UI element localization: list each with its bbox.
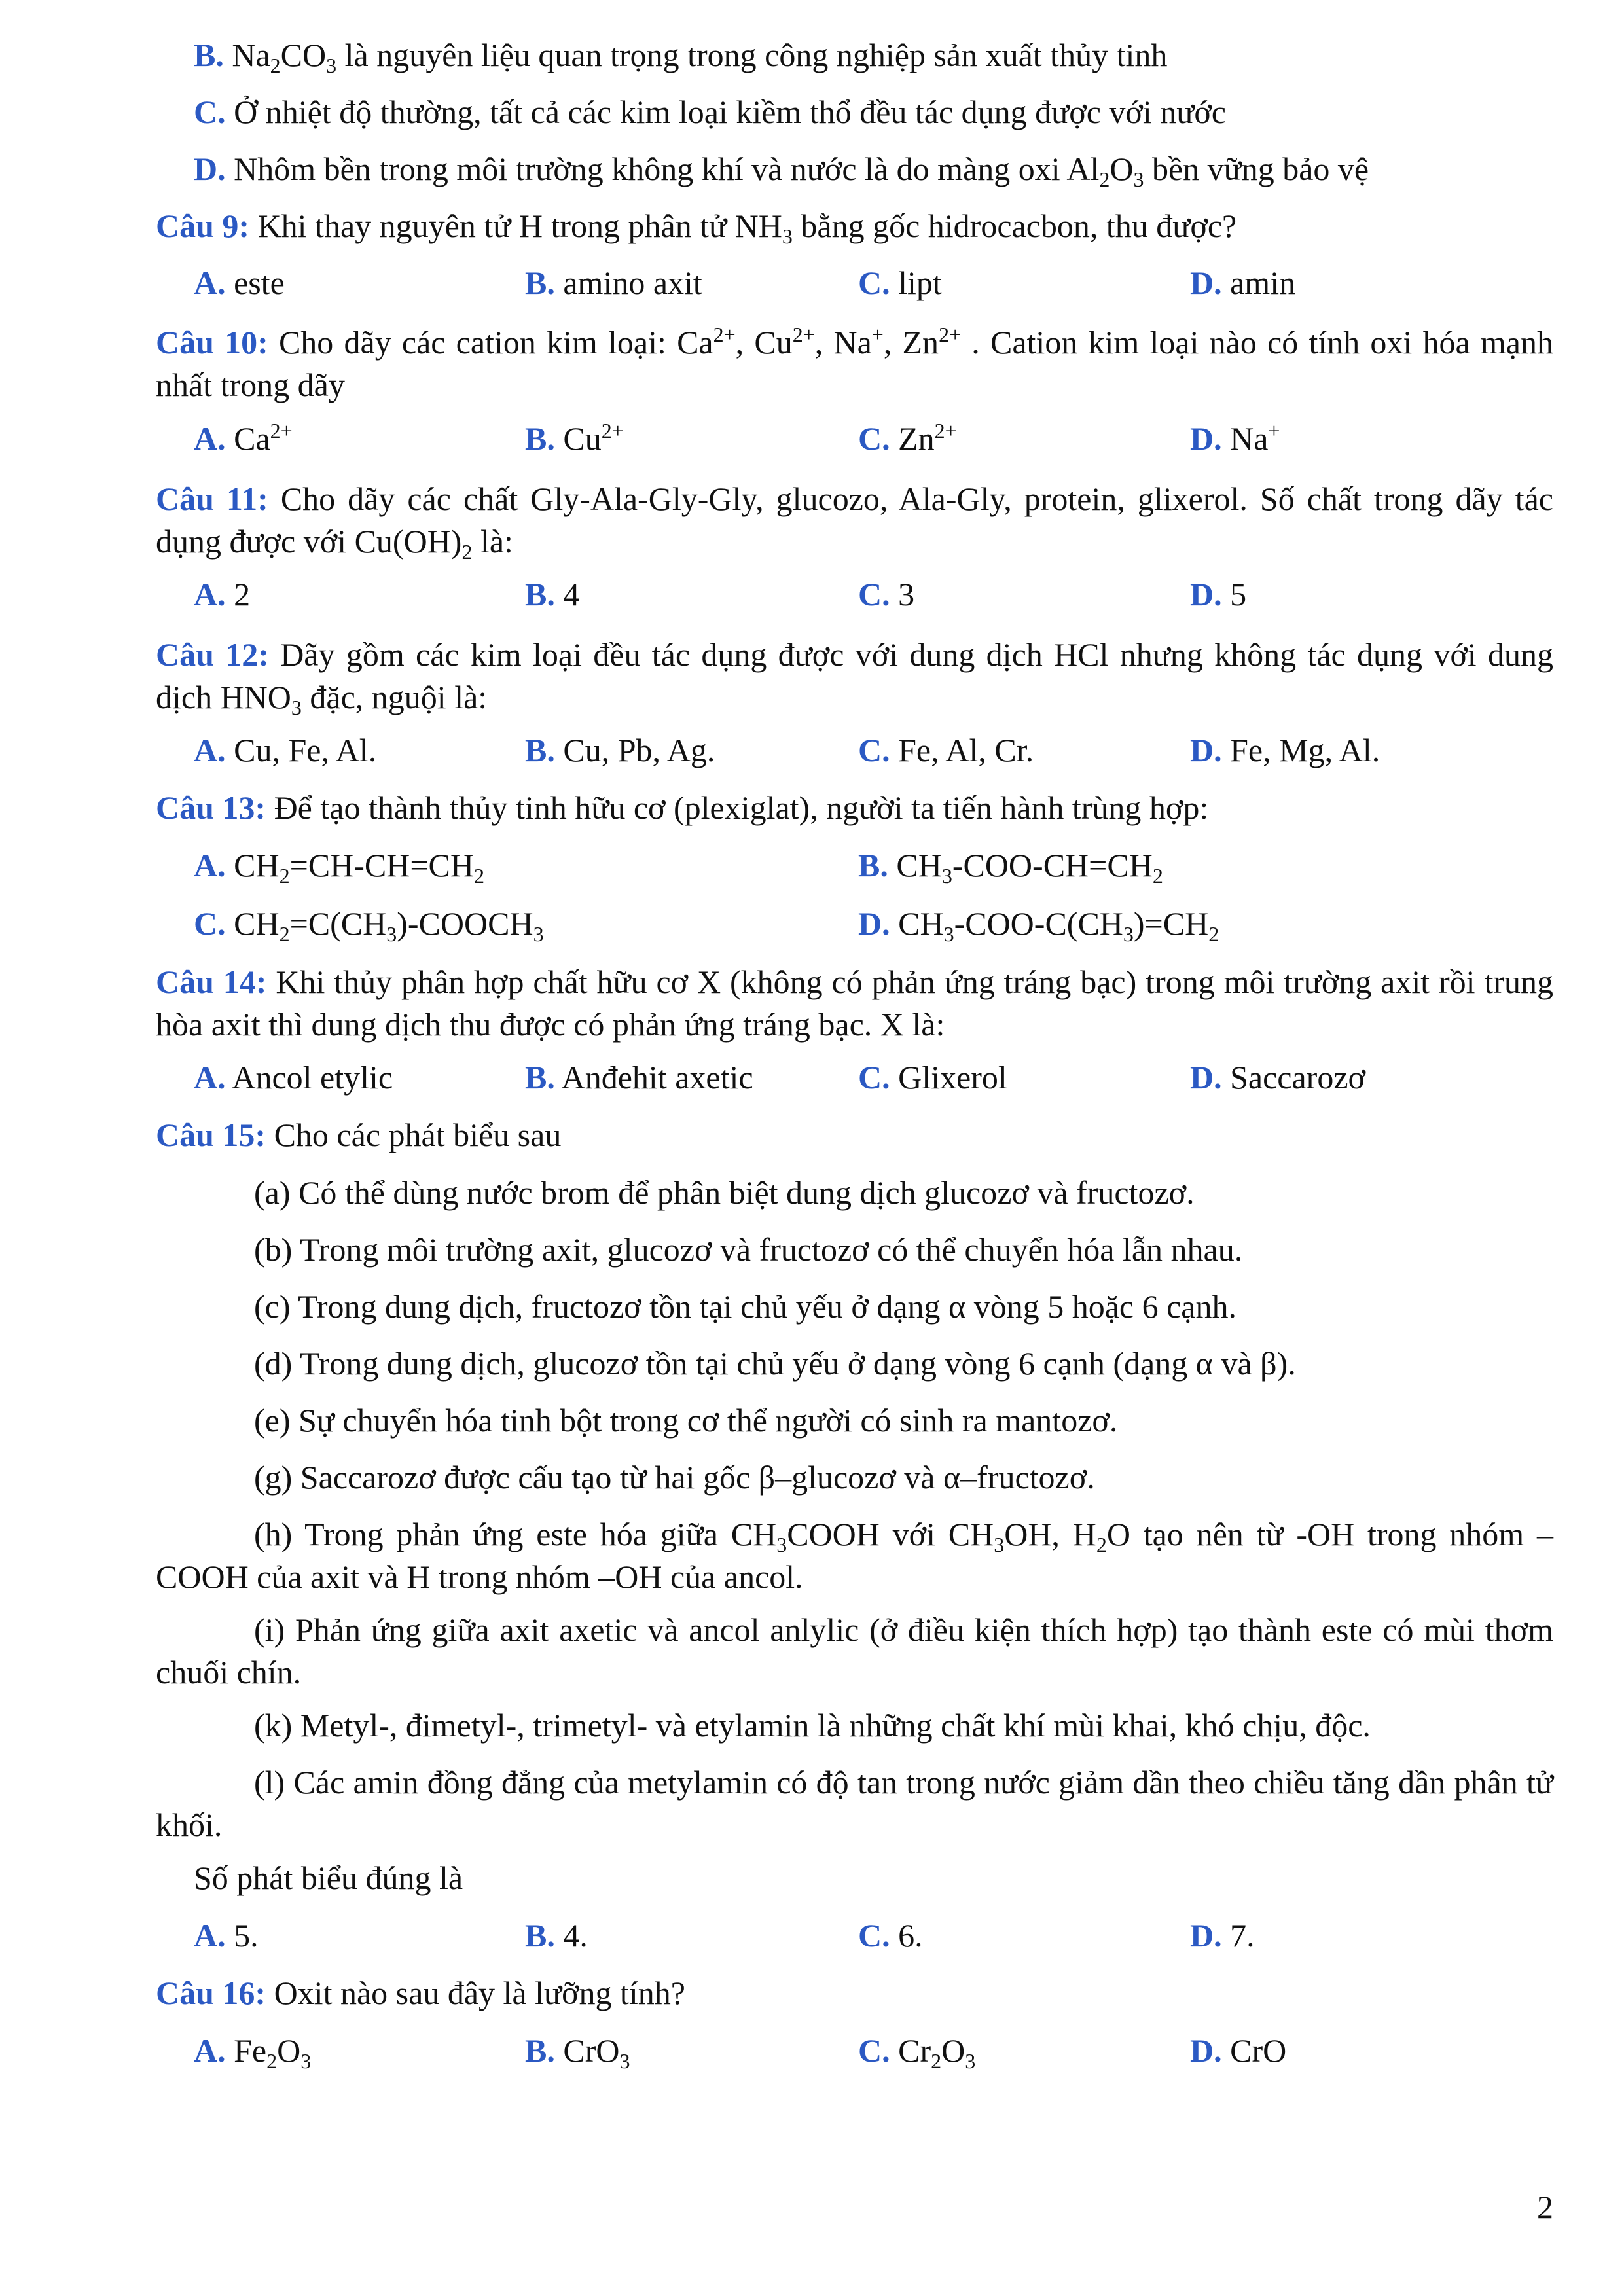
q9-option-b: B. amino axit xyxy=(525,264,702,301)
q9-option-d: D. amin xyxy=(1190,264,1296,301)
q13-options-row2 xyxy=(156,903,1553,961)
q15-options xyxy=(156,1914,1553,1972)
statement-c: (c) Trong dung dịch, fructozơ tồn tại chủ yếu ở dạng α vòng 5 hoặc 6 cạnh. xyxy=(254,1288,1236,1325)
question-12: Câu 12: Dãy gồm các kim loại đều tác dụng được với dung dịch HCl nhưng không tác dụng với dung dịch $HNO_3$ đặc, nguội là: xyxy=(156,636,1554,719)
q10-options xyxy=(156,418,1553,478)
q10-option-b: B. $Cu^{2+}$ xyxy=(525,419,624,457)
question-label: Câu 9: xyxy=(156,207,250,244)
option-text: Ở nhiệt độ thường, tất cả các kim loại kiềm thổ đều tác dụng được với nước xyxy=(225,94,1226,130)
q14-option-b: B. Anđehit axetic xyxy=(525,1059,753,1096)
question-label: Câu 10: xyxy=(156,324,268,361)
statement-k: (k) Metyl-, đimetyl-, trimetyl- và etylamin là những chất khí mùi khai, khó chịu, độc. xyxy=(254,1707,1371,1744)
q13-option-a: A. $CH_2=CH-CH=CH_2$ xyxy=(194,847,484,888)
q14-option-a: A. Ancol etylic xyxy=(194,1059,393,1096)
q9-options xyxy=(156,262,1553,320)
option-line-c xyxy=(156,91,1553,148)
q11-option-b: B. 4 xyxy=(525,576,580,613)
q11-options xyxy=(156,573,1553,634)
option-line-d xyxy=(156,148,1553,205)
q12-options xyxy=(156,729,1553,787)
q15-option-b: B. 4. xyxy=(525,1917,588,1954)
q13-option-d: D. $CH_3-COO-C(CH_3)=CH_2$ xyxy=(858,905,1219,946)
statement-h: (h) Trong phản ứng este hóa giữa $CH_3COOH$ với $CH_3OH$, $H_2O$ tạo nên từ -OH trong nhóm –COOH của axit và H trong nhóm –OH của ancol. xyxy=(156,1516,1553,1595)
statement-l: (l) Các amin đồng đẳng của metylamin có độ tan trong nước giảm dần theo chiều tăng dần phân tử khối. xyxy=(156,1764,1553,1843)
q16-option-b: B. CrO$_3$ xyxy=(525,2032,630,2073)
q15-option-c: C. 6. xyxy=(858,1917,923,1954)
q14-option-c: C. Glixerol xyxy=(858,1059,1007,1096)
question-15: Câu 15: Cho các phát biểu sau xyxy=(156,1117,562,1153)
q11-option-d: D. 5 xyxy=(1190,576,1247,613)
q15-option-d: D. 7. xyxy=(1190,1917,1255,1954)
q12-option-d: D. Fe, Mg, Al. xyxy=(1190,732,1380,768)
question-10: Câu 10: Cho dãy các cation kim loại: $Ca^{2+}$, $Cu^{2+}$, Na+, $Zn^{2+}$ . Cation kim loại nào có tính oxi hóa mạnh nhất trong dãy xyxy=(156,323,1553,403)
q13-options-row1 xyxy=(156,844,1553,903)
question-label: Câu 12: xyxy=(156,636,269,673)
statement-b: (b) Trong môi trường axit, glucozơ và fructozơ có thể chuyển hóa lẫn nhau. xyxy=(254,1231,1243,1268)
q16-option-c: C. $Cr_2O_3$ xyxy=(858,2032,976,2073)
q14-options xyxy=(156,1056,1553,1114)
statement-a: (a) Có thể dùng nước brom để phân biệt dung dịch glucozơ và fructozơ. xyxy=(254,1174,1195,1211)
question-label: Câu 16: xyxy=(156,1975,266,2011)
q16-option-a: A. $Fe_2O_3$ xyxy=(194,2032,312,2073)
question-14: Câu 14: Khi thủy phân hợp chất hữu cơ X (không có phản ứng tráng bạc) trong môi trường axit rồi trung hòa axit thì dung dịch thu được có phản ứng tráng bạc. X là: xyxy=(156,963,1553,1043)
q15-option-a: A. 5. xyxy=(194,1917,259,1954)
q12-option-a: A. Cu, Fe, Al. xyxy=(194,732,377,768)
option-label: C. xyxy=(194,94,226,130)
statement-g: (g) Saccarozơ được cấu tạo từ hai gốc β–glucozơ và α–fructozơ. xyxy=(254,1459,1095,1496)
q11-option-c: C. 3 xyxy=(858,576,915,613)
q16-options xyxy=(156,2030,1553,2088)
question-label: Câu 11: xyxy=(156,480,268,517)
q11-option-a: A. 2 xyxy=(194,576,251,613)
q13-option-c: C. $CH_2=C(CH_3)-COOCH_3$ xyxy=(194,905,544,946)
page-number: 2 xyxy=(1537,2189,1553,2225)
q9-option-c: C. lipt xyxy=(858,264,942,301)
question-16: Câu 16: Oxit nào sau đây là lưỡng tính? xyxy=(156,1975,685,2011)
option-line-b xyxy=(156,34,1553,91)
question-label: Câu 14: xyxy=(156,963,267,1000)
q9-option-a: A. este xyxy=(194,264,285,301)
question-9: Câu 9: Khi thay nguyên tử H trong phân tử $NH_3$ bằng gốc hidrocacbon, thu được? xyxy=(156,207,1237,248)
q10-option-d: D. Na+ xyxy=(1190,419,1280,457)
statement-d: (d) Trong dung dịch, glucozơ tồn tại chủ yếu ở dạng vòng 6 cạnh (dạng α và β). xyxy=(254,1345,1296,1382)
q15-count-prompt: Số phát biểu đúng là xyxy=(194,1859,463,1896)
q16-option-d: D. CrO xyxy=(1190,2032,1287,2069)
question-11: Câu 11: Cho dãy các chất Gly-Ala-Gly-Gly, glucozo, Ala-Gly, protein, glixerol. Số chất trong dãy tác dụng được với $Cu(OH)_2$ là: xyxy=(156,480,1553,564)
q12-option-b: B. Cu, Pb, Ag. xyxy=(525,732,715,768)
exam-page xyxy=(156,34,1553,2088)
q13-option-b: B. $CH_3-COO-CH=CH_2$ xyxy=(858,847,1163,888)
q10-option-c: C. $Zn^{2+}$ xyxy=(858,419,957,457)
question-label: Câu 13: xyxy=(156,789,266,826)
option-text: Nhôm bền trong môi trường không khí và nước là do màng oxi $Al_2O_3$ bền vững bảo vệ xyxy=(234,151,1369,191)
statement-e: (e) Sự chuyển hóa tinh bột trong cơ thể người có sinh ra mantozơ. xyxy=(254,1402,1118,1439)
q10-option-a: A. $Ca^{2+}$ xyxy=(194,419,293,457)
statement-i: (i) Phản ứng giữa axit axetic và ancol anlylic (ở điều kiện thích hợp) tạo thành este có mùi thơm chuối chín. xyxy=(156,1611,1553,1691)
option-label: D. xyxy=(194,151,226,187)
question-label: Câu 15: xyxy=(156,1117,266,1153)
question-13: Câu 13: Để tạo thành thủy tinh hữu cơ (plexiglat), người ta tiến hành trùng hợp: xyxy=(156,789,1209,826)
option-text: $Na_2CO_3$ là nguyên liệu quan trọng trong công nghiệp sản xuất thủy tinh xyxy=(232,37,1168,77)
option-label: B. xyxy=(194,37,224,73)
q14-option-d: D. Saccarozơ xyxy=(1190,1059,1365,1096)
q12-option-c: C. Fe, Al, Cr. xyxy=(858,732,1034,768)
